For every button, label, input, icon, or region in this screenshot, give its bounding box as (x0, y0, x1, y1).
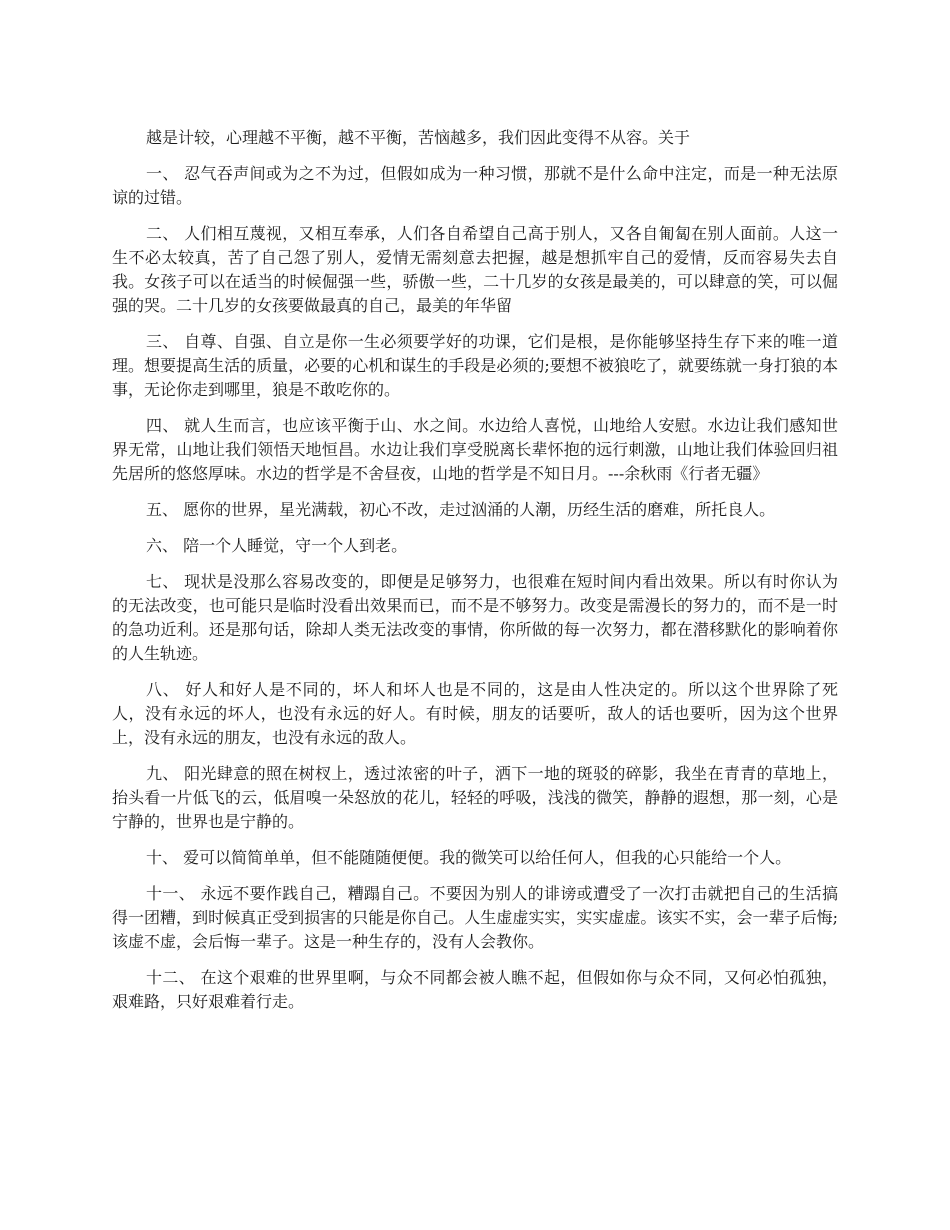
paragraph-9: 九、 阳光肆意的照在树杈上，透过浓密的叶子，洒下一地的斑驳的碎影，我坐在青青的草地上，抬头看一片低飞的云，低眉嗅一朵怒放的花儿，轻轻的呼吸，浅浅的微笑，静静的遐想，那一刻，心是宁静的，世界也是宁静的。 (112, 764, 838, 831)
paragraph-4: 四、 就人生而言，也应该平衡于山、水之间。水边给人喜悦，山地给人安慰。水边让我们感知世界无常，山地让我们领悟天地恒昌。水边让我们享受脱离长辈怀抱的远行刺激，山地让我们体验回归祖先居所的悠悠厚味。水边的哲学是不舍昼夜，山地的哲学是不知日月。---余秋雨《行者无疆》 (112, 416, 838, 483)
paragraph-11: 十一、 永远不要作践自己，糟蹋自己。不要因为别人的诽谤或遭受了一次打击就把自己的生活搞得一团糟，到时候真正受到损害的只能是你自己。人生虚虚实实，实实虚虚。该实不实，会一辈子后悔;该虚不虚，会后悔一辈子。这是一种生存的，没有人会教你。 (112, 884, 838, 951)
paragraph-2: 二、 人们相互蔑视，又相互奉承，人们各自希望自己高于别人，又各自匍匐在别人面前。人这一生不必太较真，苦了自己怨了别人，爱情无需刻意去把握，越是想抓牢自己的爱情，反而容易失去自我。女孩子可以在适当的时候倔强一些，骄傲一些，二十几岁的女孩是最美的，可以肆意的笑，可以倔强的哭。二十几岁的女孩要做最真的自己，最美的年华留 (112, 224, 838, 315)
paragraph-3: 三、 自尊、自强、自立是你一生必须要学好的功课，它们是根，是你能够坚持生存下来的唯一道理。想要提高生活的质量，必要的心机和谋生的手段是必须的;要想不被狼吃了，就要练就一身打狼的本事，无论你走到哪里，狼是不敢吃你的。 (112, 332, 838, 399)
paragraph-10: 十、 爱可以简简单单，但不能随随便便。我的微笑可以给任何人，但我的心只能给一个人。 (146, 848, 792, 867)
document-body (112, 126, 838, 1026)
paragraph-intro: 越是计较，心理越不平衡，越不平衡，苦恼越多，我们因此变得不从容。关于 (146, 128, 691, 147)
paragraph-1: 一、 忍气吞声间或为之不为过，但假如成为一种习惯，那就不是什么命中注定，而是一种无法原谅的过错。 (112, 164, 838, 207)
paragraph-5: 五、 愿你的世界，星光满载，初心不改，走过汹涌的人潮，历经生活的磨难，所托良人。 (146, 500, 776, 519)
paragraph-8: 八、 好人和好人是不同的，坏人和坏人也是不同的，这是由人性决定的。所以这个世界除了死人，没有永远的坏人，也没有永远的好人。有时候，朋友的话要听，敌人的话也要听，因为这个世界上，没有永远的朋友，也没有永远的敌人。 (112, 680, 838, 747)
paragraph-12: 十二、 在这个艰难的世界里啊，与众不同都会被人瞧不起，但假如你与众不同，又何必怕孤独，艰难路，只好艰难着行走。 (112, 968, 838, 1011)
paragraph-7: 七、 现状是没那么容易改变的，即便是足够努力，也很难在短时间内看出效果。所以有时你认为的无法改变，也可能只是临时没看出效果而已，而不是不够努力。改变是需漫长的努力的，而不是一时的急功近利。还是那句话，除却人类无法改变的事情，你所做的每一次努力，都在潜移默化的影响着你的人生轨迹。 (112, 572, 838, 663)
paragraph-6: 六、 陪一个人睡觉，守一个人到老。 (146, 536, 408, 555)
